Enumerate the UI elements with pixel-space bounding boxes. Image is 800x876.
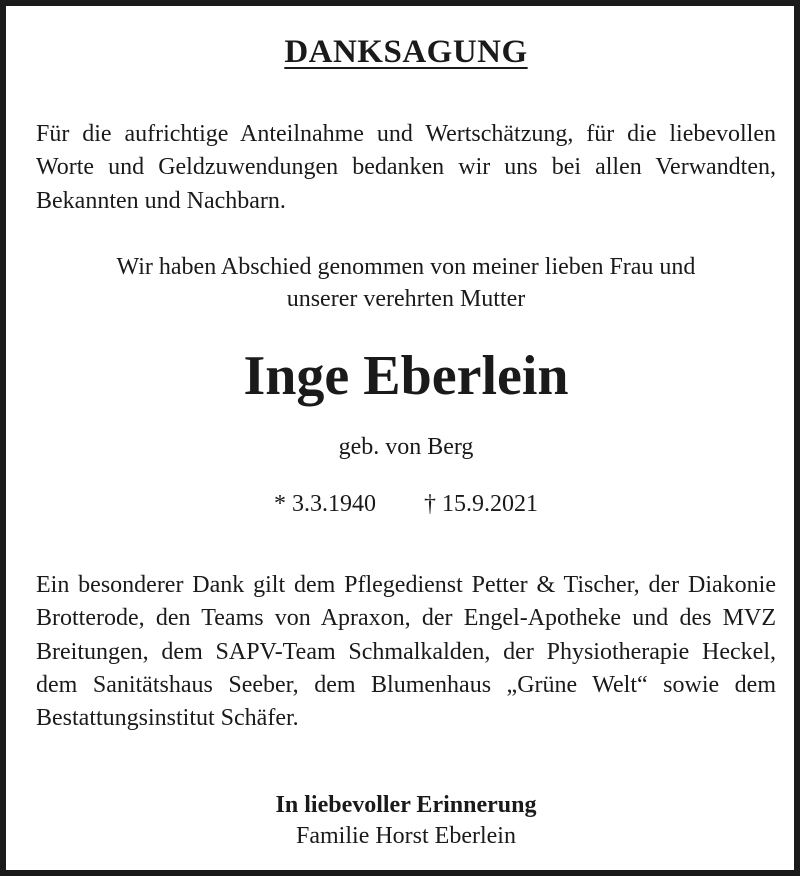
farewell-text [36,251,776,315]
life-dates [6,491,800,518]
closing-line: In liebevoller Erinnerung [275,792,537,818]
maiden-name: geb. von Berg [338,434,474,460]
birth-date: * 3.3.1940 [274,491,376,517]
deceased-name: Inge Eberlein [243,345,569,407]
thanks-paragraph: Für die aufrichtige Anteilnahme und Wertschätzung, für die liebevollen Worte und Geldzuwendungen bedanken wir uns bei allen Verwandten, Bekannten und Nachbarn. [36,121,776,214]
special-thanks-paragraph: Ein besonderer Dank gilt dem Pflegedienst Petter & Tischer, der Diakonie Brotterode, den Teams von Apraxon, der Engel-Apotheke und des MVZ Breitungen, dem SAPV-Team Schmalkalden, der Physiotherapie Heckel, dem Sanitätshaus Seeber, dem Blumenhaus „Grüne Welt“ sowie dem Bestattungsinstitut Schäfer. [36,572,776,732]
farewell-line-1: Wir haben Abschied genommen von meiner lieben Frau und [116,254,696,280]
farewell-line-2: unserer verehrten Mutter [286,286,526,312]
page-title: DANKSAGUNG [284,34,528,70]
death-date: † 15.9.2021 [424,491,538,517]
family-signature: Familie Horst Eberlein [296,823,516,849]
